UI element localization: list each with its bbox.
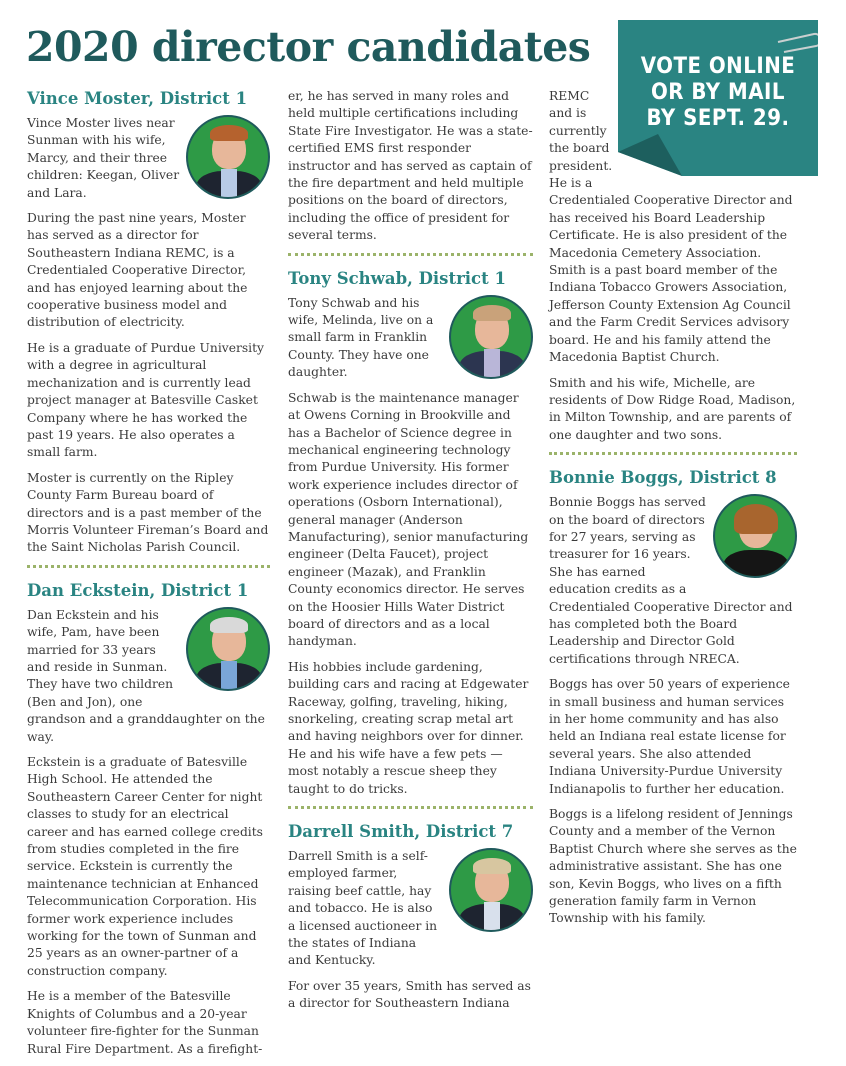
divider: [27, 565, 270, 568]
candidate-name: Vince Moster, District 1: [27, 89, 248, 108]
bio-paragraph: Tony Schwab and his wife, Melinda, live on a small farm in Franklin County. They have one daughter.: [288, 295, 434, 380]
candidate-photo-smith: [449, 848, 533, 932]
column-1: [27, 88, 270, 1066]
bio-paragraph: Eckstein is a graduate of Batesville High School. He attended the Southeastern Career Center for night classes to study for an electrical career and has earned college credits from studies completed in the fire service. Eckstein is currently the maintenance technician at Enhanced Telecommunication Corporation. His former work experience includes working for the town of Sunman and 25 years as an owner-partner of a construction company.: [27, 755, 263, 978]
banner-spacer: [615, 88, 797, 190]
bio-paragraph: Bonnie Boggs has served on the board of directors for 27 years, serving as treasurer for 16 years. She has earned education credits as a Credentialed Cooperative Director and has completed both the Board Leadership and Director Gold certifications through NRECA.: [549, 495, 793, 666]
column-3: [549, 88, 797, 936]
bio-paragraph: er, he has served in many roles and held multiple certifications including State Fire Investigator. He was a state-certified EMS first responder instructor and has served as captain of the fire department and held multiple positions on the board of directors, including the office of president for several terms.: [288, 89, 533, 243]
bio-paragraph: Darrell Smith is a self-employed farmer, raising beef cattle, hay and tobacco. He is also a licensed auctioneer in the states of Indiana and Kentucky.: [288, 849, 438, 968]
candidate-photo-eckstein: [186, 607, 270, 691]
bio-paragraph: Boggs is a lifelong resident of Jennings County and a member of the Vernon Baptist Church where she serves as the administrative assistant. She has one son, Kevin Boggs, who lives on a fifth generation family farm in Vernon Township with his family.: [549, 807, 797, 926]
bio-paragraph: He is a member of the Batesville Knights of Columbus and a 20-year volunteer fire-fighter for the Sunman Rural Fire Department. As a firefight-: [27, 989, 263, 1056]
bio-paragraph: Moster is currently on the Ripley County Farm Bureau board of directors and is a past member of the Morris Volunteer Fireman’s Board and the Saint Nicholas Parish Council.: [27, 470, 269, 555]
bio-paragraph: Smith and his wife, Michelle, are residents of Dow Ridge Road, Madison, in Milton Township, and are parents of one daughter and two sons.: [549, 375, 796, 442]
bio-paragraph: Schwab is the maintenance manager at Owens Corning in Brookville and has a Bachelor of Science degree in mechanical engineering technology from Purdue University. His former work experience includes director of operations (Osborn International), general manager (Anderson Manufacturing), senior manufacturing engineer (Delta Faucet), project engineer (Mazak), and Franklin County economics director. He serves on the Hoosier Hills Water District board of directors and as a local handyman.: [288, 390, 529, 649]
candidate-boggs: [549, 467, 797, 928]
bio-paragraph: REMC and is currently the board president. He is a Credentialed Cooperative Director and has received his Board Leadership Certificate. He is also president of the Macedonia Cemetery Association. Smith is a past board member of the Indiana Tobacco Growers Association, Jefferson County Extension Ag Council and the Farm Credit Services advisory board. He and his family attend the Macedonia Baptist Church.: [549, 89, 793, 365]
divider: [288, 806, 533, 809]
divider: [288, 253, 533, 256]
candidate-photo-schwab: [449, 295, 533, 379]
candidate-name: Darrell Smith, District 7: [288, 822, 514, 842]
candidate-name: Tony Schwab, District 1: [288, 268, 506, 288]
candidate-name: Dan Eckstein, District 1: [27, 580, 249, 600]
candidate-eckstein: [27, 580, 270, 1058]
vote-line-1: VOTE ONLINE: [640, 54, 796, 79]
candidate-photo-boggs: [713, 494, 797, 578]
candidate-moster: [27, 88, 270, 557]
column-2: [288, 88, 533, 1021]
candidate-schwab: [288, 268, 533, 798]
candidate-photo-moster: [186, 115, 270, 199]
vote-line-3: BY SEPT. 29.: [646, 106, 790, 131]
vote-line-2: OR BY MAIL: [650, 80, 786, 105]
bio-paragraph: Dan Eckstein and his wife, Pam, have been married for 33 years and reside in Sunman. They have two children (Ben and Jon), one grandson and a granddaughter on the way.: [27, 607, 265, 744]
bio-paragraph: He is a graduate of Purdue University with a degree in agricultural mechanization and is currently lead project manager at Batesville Casket Company where he has worked the past 19 years. He also operates a small farm.: [27, 340, 264, 460]
bio-paragraph: His hobbies include gardening, building cars and racing at Edgewater Raceway, golfing, traveling, hiking, snorkeling, creating scrap metal art and having neighbors over for dinner. He and his wife have a few pets — most notably a rescue sheep they taught to do tricks.: [288, 659, 529, 796]
candidate-smith: [288, 821, 533, 1013]
candidate-name: Bonnie Boggs, District 8: [549, 468, 777, 488]
bio-paragraph: During the past nine years, Moster has served as a director for Southeastern Indiana REMC, is a Credentialed Cooperative Director, and has enjoyed learning about the cooperative business model and distribution of electricity.: [27, 211, 248, 330]
divider: [549, 452, 797, 455]
bio-paragraph: Boggs has over 50 years of experience in small business and human services in her home community and has also held an Indiana real estate license for several years. She also attended Indiana University-Purdue University Indianapolis to further her education.: [549, 677, 790, 796]
bio-paragraph: Vince Moster lives near Sunman with his wife, Marcy, and their three children: Keegan, Oliver and Lara.: [27, 116, 180, 200]
bio-paragraph: For over 35 years, Smith has served as a director for Southeastern Indiana: [288, 978, 531, 1011]
page-title: 2020 director candidates: [26, 23, 591, 71]
